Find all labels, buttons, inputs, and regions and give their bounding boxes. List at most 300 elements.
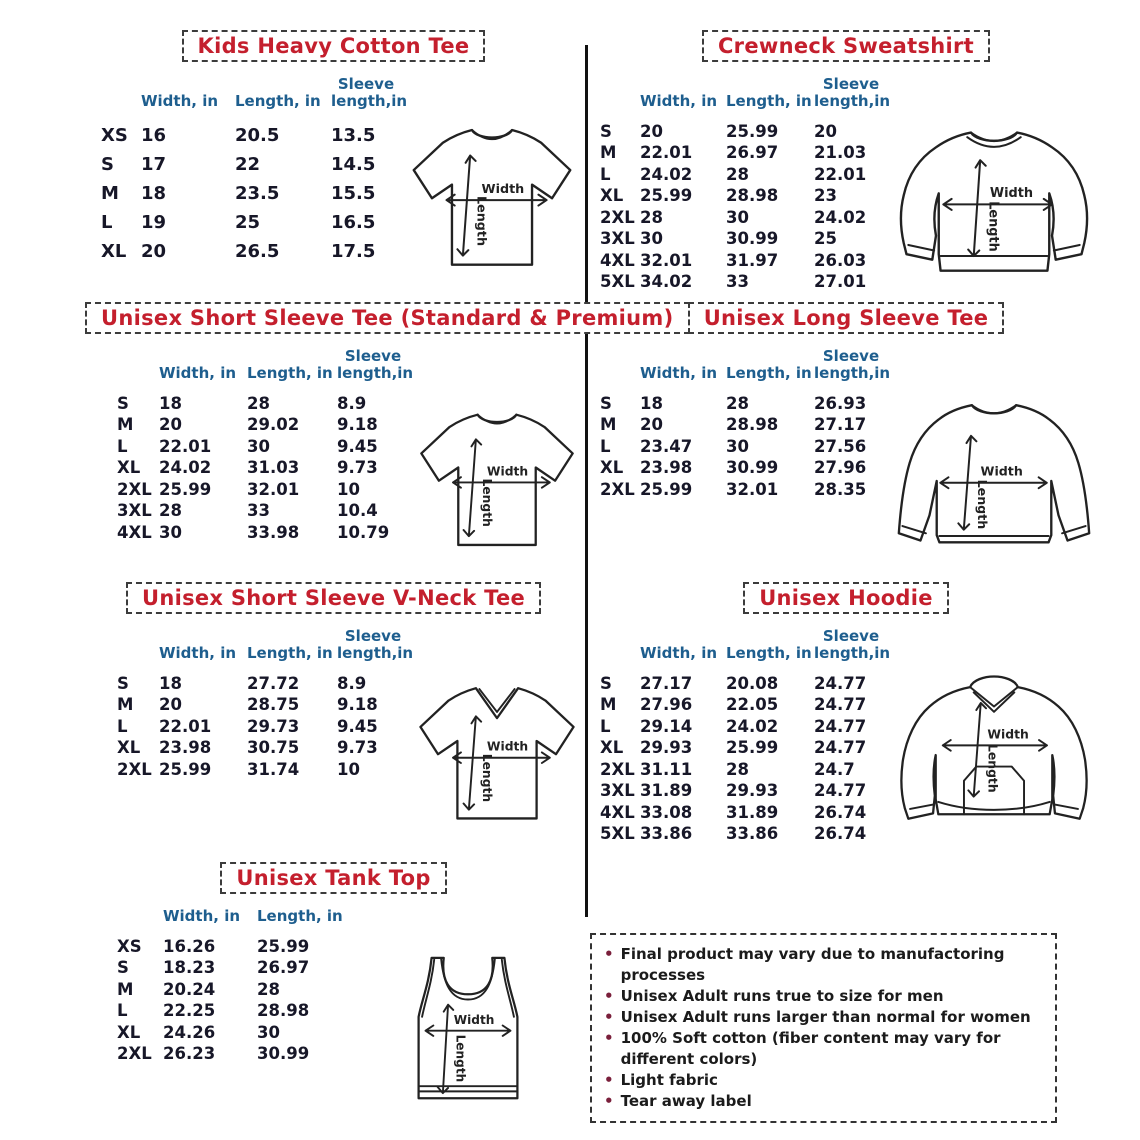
length-label: Length xyxy=(473,195,489,247)
table-row xyxy=(117,457,409,479)
table-row xyxy=(117,414,409,436)
measurement-value: 27.96 xyxy=(640,695,693,715)
measurement-value: 22.01 xyxy=(159,436,212,456)
measurement-value: 31.11 xyxy=(640,759,693,779)
measurement-value: 18 xyxy=(640,393,663,413)
table-header xyxy=(117,908,353,935)
measurement-value: 28 xyxy=(726,759,749,779)
size-label: 3XL xyxy=(600,781,635,801)
measurement-value: 30 xyxy=(726,436,749,456)
column-header: Sleeve length,in xyxy=(814,347,891,383)
measurement-value: 32.01 xyxy=(726,479,779,499)
table-header-row xyxy=(117,908,353,935)
table-row xyxy=(600,457,888,479)
measurement-value: 17 xyxy=(141,153,167,175)
measurement-value: 16.5 xyxy=(331,211,376,233)
measurement-value: 22 xyxy=(235,153,261,175)
measurement-value: 24.77 xyxy=(814,781,867,801)
table-row xyxy=(117,716,409,738)
note-item xyxy=(604,1007,1043,1028)
measurement-value: 24.77 xyxy=(814,716,867,736)
size-label: L xyxy=(101,211,113,233)
table-row xyxy=(117,957,353,979)
measurement-value: 26.74 xyxy=(814,824,867,844)
size-label: S xyxy=(600,673,612,693)
measurement-value: 27.72 xyxy=(247,673,300,693)
section-title-short-sleeve-tee: Unisex Short Sleeve Tee (Standard & Premium) xyxy=(85,302,690,334)
measurement-value: 20 xyxy=(640,415,663,435)
table-row xyxy=(117,694,409,716)
table-header xyxy=(600,347,891,393)
measurement-value: 30.99 xyxy=(726,458,779,478)
table-row xyxy=(600,802,888,824)
measurement-value: 28 xyxy=(726,393,749,413)
measurement-value: 26.03 xyxy=(814,250,867,270)
measurement-value: 18 xyxy=(159,673,182,693)
table-row xyxy=(600,228,888,250)
note-text: Tear away label xyxy=(620,1092,752,1110)
column-header: Length, in xyxy=(247,364,333,383)
bullet-icon: • xyxy=(604,1008,614,1026)
size-label: L xyxy=(117,716,128,736)
measurement-value: 24.7 xyxy=(814,759,855,779)
measurement-value: 14.5 xyxy=(331,153,376,175)
table-body xyxy=(101,121,401,266)
column-header: Sleeve length,in xyxy=(331,75,408,111)
measurement-value: 22.01 xyxy=(640,143,693,163)
bullet-icon: • xyxy=(604,1071,614,1089)
vneck-tee-size-table xyxy=(117,627,414,780)
table-header xyxy=(117,347,414,393)
table-header xyxy=(101,75,408,121)
measurement-value: 18 xyxy=(141,182,167,204)
measurement-value: 30.99 xyxy=(726,229,779,249)
note-text: Light fabric xyxy=(620,1071,718,1089)
measurement-value: 30 xyxy=(726,207,749,227)
measurement-value: 16 xyxy=(141,124,167,146)
measurement-value: 10.4 xyxy=(337,501,378,521)
length-label: Length xyxy=(479,753,494,803)
measurement-value: 20 xyxy=(640,121,663,141)
measurement-value: 27.01 xyxy=(814,272,867,292)
measurement-value: 33 xyxy=(247,501,270,521)
section-title-hoodie: Unisex Hoodie xyxy=(743,582,949,614)
column-header: Length, in xyxy=(257,907,343,925)
column-header: Width, in xyxy=(640,644,718,663)
table-row xyxy=(101,121,401,150)
table-header xyxy=(117,627,414,673)
table-row xyxy=(117,737,409,759)
measurement-value: 23.98 xyxy=(640,458,693,478)
table-row xyxy=(600,250,888,272)
measurement-value: 22.01 xyxy=(159,716,212,736)
table-body xyxy=(600,121,888,293)
measurement-value: 28 xyxy=(726,164,749,184)
section-title-long-sleeve-tee: Unisex Long Sleeve Tee xyxy=(688,302,1005,334)
size-label: L xyxy=(600,164,611,184)
measurement-value: 31.03 xyxy=(247,458,300,478)
note-text: Unisex Adult runs true to size for men xyxy=(620,987,944,1005)
vneck-tee-section xyxy=(85,582,582,838)
measurement-value: 9.18 xyxy=(337,415,378,435)
size-label: XL xyxy=(117,458,141,478)
measurement-value: 25 xyxy=(235,211,261,233)
measurement-value: 25.99 xyxy=(159,479,212,499)
table-row xyxy=(101,237,401,266)
bullet-icon: • xyxy=(604,945,614,963)
column-header: Length, in xyxy=(726,644,812,663)
measurement-value: 33.98 xyxy=(247,522,300,542)
measurement-value: 32.01 xyxy=(247,479,300,499)
measurement-value: 15.5 xyxy=(331,182,376,204)
table-row xyxy=(117,935,353,957)
table-row xyxy=(117,393,409,415)
crewneck-size-table xyxy=(600,75,891,293)
measurement-value: 30 xyxy=(640,229,663,249)
product-notes-box xyxy=(590,933,1057,1123)
table-row xyxy=(117,522,409,544)
size-column-spacer xyxy=(600,628,640,673)
measurement-value: 24.26 xyxy=(163,1022,216,1042)
table-row xyxy=(600,479,888,501)
measurement-value: 30 xyxy=(247,436,270,456)
size-column-spacer xyxy=(117,628,159,673)
size-label: 2XL xyxy=(117,759,152,779)
length-label: Length xyxy=(975,479,991,530)
table-row xyxy=(117,759,409,781)
column-header: Width, in xyxy=(163,907,241,925)
measurement-value: 26.97 xyxy=(257,958,310,977)
size-label: 4XL xyxy=(117,522,152,542)
measurement-value: 9.73 xyxy=(337,738,378,758)
size-label: 5XL xyxy=(600,272,635,292)
measurement-value: 28.35 xyxy=(814,479,867,499)
table-header-row xyxy=(117,628,409,673)
size-label: XL xyxy=(117,738,141,758)
measurement-value: 33.86 xyxy=(640,824,693,844)
hoodie-size-table xyxy=(600,627,891,845)
table-row xyxy=(117,1021,353,1043)
measurement-value: 13.5 xyxy=(331,124,376,146)
measurement-value: 10.79 xyxy=(337,522,390,542)
measurement-value: 26.5 xyxy=(235,240,280,262)
table-row xyxy=(600,207,888,229)
column-header: Sleeve length,in xyxy=(337,347,414,383)
measurement-value: 9.45 xyxy=(337,716,378,736)
long-sleeve-tee-size-table xyxy=(600,347,891,500)
table-row xyxy=(600,694,888,716)
table-row xyxy=(600,414,888,436)
size-label: 5XL xyxy=(600,824,635,844)
garment-outline xyxy=(421,415,572,545)
size-label: L xyxy=(600,716,611,736)
size-label: M xyxy=(600,695,617,715)
size-label: M xyxy=(600,143,617,163)
measurement-value: 29.14 xyxy=(640,716,693,736)
size-label: 2XL xyxy=(117,1044,152,1063)
size-label: XL xyxy=(101,240,127,262)
section-title-vneck-tee: Unisex Short Sleeve V-Neck Tee xyxy=(126,582,541,614)
column-header: Length, in xyxy=(247,644,333,663)
measurement-value: 28.75 xyxy=(247,695,300,715)
table-row xyxy=(117,1043,353,1065)
size-column-spacer xyxy=(600,76,640,121)
table-row xyxy=(600,393,888,415)
column-header: Sleeve length,in xyxy=(814,75,891,111)
size-label: 2XL xyxy=(600,479,635,499)
measurement-value: 27.56 xyxy=(814,436,867,456)
measurement-value: 24.77 xyxy=(814,695,867,715)
measurement-value: 20.08 xyxy=(726,673,779,693)
measurement-value: 18 xyxy=(159,393,182,413)
size-label: XL xyxy=(600,186,624,206)
table-row xyxy=(600,142,888,164)
table-row xyxy=(117,673,409,695)
table-body xyxy=(117,673,409,781)
measurement-value: 24.02 xyxy=(814,207,867,227)
section-title-kids-tee: Kids Heavy Cotton Tee xyxy=(182,30,486,62)
table-row xyxy=(600,436,888,458)
measurement-value: 20 xyxy=(159,415,182,435)
measurement-value: 19 xyxy=(141,211,167,233)
garment-outline xyxy=(414,130,571,265)
measurement-value: 31.97 xyxy=(726,250,779,270)
table-row xyxy=(600,737,888,759)
size-label: S xyxy=(117,393,129,413)
measurement-value: 27.17 xyxy=(640,673,693,693)
note-text: Unisex Adult runs larger than normal for women xyxy=(620,1008,1031,1026)
measurement-value: 23.47 xyxy=(640,436,693,456)
size-label: XS xyxy=(117,936,142,956)
table-header-row xyxy=(117,348,409,393)
hoodie-illustration xyxy=(888,661,1100,843)
column-header: Width, in xyxy=(141,92,219,111)
size-label: L xyxy=(117,436,128,456)
bullet-icon: • xyxy=(604,1029,614,1047)
tank-top-illustration xyxy=(353,946,582,1118)
table-row xyxy=(117,500,409,522)
bullet-icon: • xyxy=(604,1092,614,1110)
short-sleeve-tee-size-table xyxy=(117,347,414,543)
column-divider xyxy=(585,45,588,917)
size-label: XL xyxy=(600,458,624,478)
measurement-value: 21.03 xyxy=(814,143,867,163)
measurement-value: 29.93 xyxy=(640,738,693,758)
size-label: S xyxy=(117,673,129,693)
table-header xyxy=(600,75,891,121)
measurement-value: 20.5 xyxy=(235,124,280,146)
size-label: XL xyxy=(117,1022,141,1042)
measurement-value: 28 xyxy=(159,501,182,521)
measurement-value: 17.5 xyxy=(331,240,376,262)
note-item xyxy=(604,1070,1043,1091)
note-text: 100% Soft cotton (fiber content may vary for different colors) xyxy=(620,1029,1001,1068)
width-label: Width xyxy=(486,464,529,479)
measurement-value: 25.99 xyxy=(726,738,779,758)
table-body xyxy=(117,935,353,1064)
crewneck-illustration xyxy=(888,116,1100,291)
measurement-value: 25.99 xyxy=(640,479,693,499)
table-row xyxy=(600,121,888,143)
measurement-value: 28.98 xyxy=(726,415,779,435)
table-row xyxy=(600,780,888,802)
measurement-value: 31.74 xyxy=(247,759,300,779)
size-label: 2XL xyxy=(117,479,152,499)
size-label: XL xyxy=(600,738,624,758)
measurement-value: 8.9 xyxy=(337,673,367,693)
width-label: Width xyxy=(486,739,529,754)
tank-top-section xyxy=(85,862,582,1118)
measurement-value: 27.17 xyxy=(814,415,867,435)
measurement-value: 28.98 xyxy=(257,1001,310,1020)
crewneck-section xyxy=(592,30,1100,293)
section-title-tank-top: Unisex Tank Top xyxy=(220,862,446,894)
column-header: Width, in xyxy=(159,644,237,663)
size-label: M xyxy=(117,979,134,999)
column-header: Length, in xyxy=(726,364,812,383)
long-sleeve-tee-section xyxy=(592,302,1100,561)
measurement-value: 16.26 xyxy=(163,936,216,956)
section-title-crewneck: Crewneck Sweatshirt xyxy=(702,30,990,62)
table-row xyxy=(117,1000,353,1022)
size-label: M xyxy=(117,415,134,435)
width-label: Width xyxy=(989,186,1034,202)
size-column-spacer xyxy=(101,76,141,121)
width-label: Width xyxy=(980,463,1023,479)
measurement-value: 8.9 xyxy=(337,393,367,413)
width-label: Width xyxy=(453,1012,494,1027)
measurement-value: 30.99 xyxy=(257,1044,310,1063)
kids-tee-illustration xyxy=(401,106,583,286)
size-column-spacer xyxy=(600,348,640,393)
column-header: Width, in xyxy=(640,364,718,383)
measurement-value: 20 xyxy=(814,121,837,141)
column-header: Width, in xyxy=(640,92,718,111)
measurement-value: 24.77 xyxy=(814,738,867,758)
size-column-spacer xyxy=(117,348,159,393)
measurement-value: 24.02 xyxy=(726,716,779,736)
table-row xyxy=(600,823,888,845)
measurement-value: 31.89 xyxy=(726,802,779,822)
size-column-spacer xyxy=(117,908,163,935)
measurement-value: 30.75 xyxy=(247,738,300,758)
size-label: 4XL xyxy=(600,802,635,822)
size-label: M xyxy=(600,415,617,435)
measurement-value: 26.93 xyxy=(814,393,867,413)
note-text: Final product may vary due to manufactoring processes xyxy=(620,945,1005,984)
table-row xyxy=(101,150,401,179)
table-row xyxy=(600,716,888,738)
measurement-value: 34.02 xyxy=(640,272,693,292)
length-label: Length xyxy=(985,201,1001,252)
measurement-value: 24.02 xyxy=(640,164,693,184)
table-body xyxy=(600,673,888,845)
note-item xyxy=(604,1028,1043,1070)
measurement-value: 29.02 xyxy=(247,415,300,435)
note-item xyxy=(604,944,1043,986)
short-sleeve-tee-illustration xyxy=(409,391,585,566)
table-row xyxy=(600,164,888,186)
measurement-value: 26.23 xyxy=(163,1044,216,1063)
table-row xyxy=(101,208,401,237)
measurement-value: 28 xyxy=(247,393,270,413)
table-row xyxy=(117,436,409,458)
table-header-row xyxy=(600,348,888,393)
measurement-value: 23.98 xyxy=(159,738,212,758)
size-label: L xyxy=(600,436,611,456)
measurement-value: 25.99 xyxy=(257,936,310,956)
width-label: Width xyxy=(481,181,525,197)
tank-top-size-table xyxy=(117,908,353,1064)
table-body xyxy=(600,393,888,501)
measurement-value: 31.89 xyxy=(640,781,693,801)
size-label: 3XL xyxy=(600,229,635,249)
size-label: M xyxy=(117,695,134,715)
table-row xyxy=(600,759,888,781)
measurement-value: 29.73 xyxy=(247,716,300,736)
measurement-value: 10 xyxy=(337,759,360,779)
measurement-value: 27.96 xyxy=(814,458,867,478)
measurement-value: 22.01 xyxy=(814,164,867,184)
measurement-value: 30 xyxy=(159,522,182,542)
measurement-value: 9.18 xyxy=(337,695,378,715)
measurement-value: 25.99 xyxy=(159,759,212,779)
size-label: L xyxy=(117,1001,128,1020)
measurement-value: 22.05 xyxy=(726,695,779,715)
column-header: Sleeve length,in xyxy=(337,627,414,663)
length-label: Length xyxy=(453,1034,468,1083)
measurement-value: 26.97 xyxy=(726,143,779,163)
size-label: 2XL xyxy=(600,207,635,227)
table-body xyxy=(117,393,409,544)
table-header-row xyxy=(600,628,888,673)
measurement-value: 10 xyxy=(337,479,360,499)
bullet-icon: • xyxy=(604,987,614,1005)
measurement-value: 24.77 xyxy=(814,673,867,693)
measurement-value: 33.86 xyxy=(726,824,779,844)
measurement-value: 24.02 xyxy=(159,458,212,478)
table-row xyxy=(101,179,401,208)
table-header xyxy=(600,627,891,673)
measurement-value: 20.24 xyxy=(163,979,216,999)
size-label: S xyxy=(600,393,612,413)
kids-tee-size-table xyxy=(101,75,408,266)
size-label: 2XL xyxy=(600,759,635,779)
column-header: Width, in xyxy=(159,364,237,383)
table-row xyxy=(600,673,888,695)
table-header-row xyxy=(600,76,888,121)
length-label: Length xyxy=(479,478,494,527)
table-row xyxy=(600,185,888,207)
size-label: 4XL xyxy=(600,250,635,270)
measurement-value: 32.01 xyxy=(640,250,693,270)
column-header: Sleeve length,in xyxy=(814,627,891,663)
column-header: Length, in xyxy=(726,92,812,111)
size-label: S xyxy=(600,121,612,141)
long-sleeve-tee-illustration xyxy=(888,391,1100,561)
measurement-value: 26.74 xyxy=(814,802,867,822)
note-item xyxy=(604,986,1043,1007)
size-label: S xyxy=(101,153,114,175)
measurement-value: 30 xyxy=(257,1022,280,1042)
measurement-value: 18.23 xyxy=(163,958,216,977)
table-row xyxy=(117,978,353,1000)
measurement-value: 20 xyxy=(159,695,182,715)
length-label: Length xyxy=(985,744,1000,793)
measurement-value: 25.99 xyxy=(726,121,779,141)
measurement-value: 28 xyxy=(257,979,280,999)
width-label: Width xyxy=(987,727,1029,742)
